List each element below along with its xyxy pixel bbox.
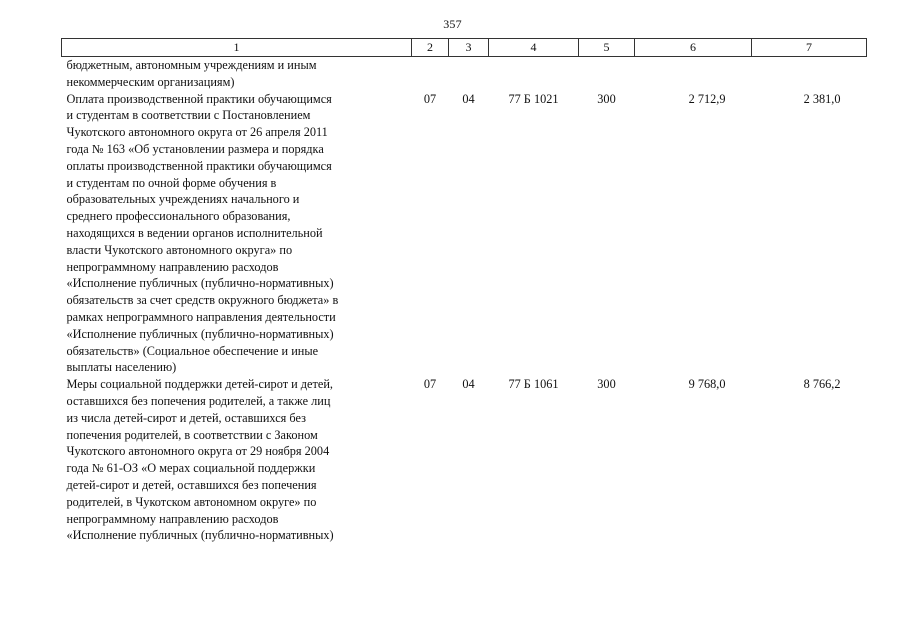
description-line: родителей, в Чукотском автономном округе» по — [66, 494, 317, 509]
cell-csr: 77 Б 1061 — [508, 377, 559, 392]
cell-amount-2: 8 766,2 — [803, 377, 841, 392]
page-number: 357 — [443, 17, 462, 31]
description-line: власти Чукотского автономного округа» по — [66, 242, 293, 257]
carryover-line: бюджетным, автономным учреждениям и иным — [66, 58, 317, 72]
description-line: года № 61-ОЗ «О мерах социальной поддержки — [66, 461, 316, 476]
cell-amount-2: 2 381,0 — [803, 91, 841, 106]
description-line: «Исполнение публичных (публично-нормативных) — [66, 528, 334, 543]
header-col-3: 3 — [449, 39, 489, 57]
description-line: Чукотского автономного округа от 26 апреля 2011 — [66, 125, 328, 140]
description-line: года № 163 «Об установлении размера и порядка — [66, 141, 324, 156]
header-col-7: 7 — [752, 39, 867, 57]
description-line: Чукотского автономного округа от 29 ноября 2004 — [66, 444, 330, 459]
carryover-description — [62, 57, 412, 91]
cell-amount-1: 9 768,0 — [688, 377, 726, 392]
description-line: среднего профессионального образования, — [66, 209, 291, 224]
cell-csr: 77 Б 1021 — [508, 91, 559, 106]
header-col-4: 4 — [489, 39, 579, 57]
description-line: «Исполнение публичных (публично-нормативных) — [66, 276, 334, 291]
description-line: выплаты населению) — [66, 360, 177, 375]
description-line: образовательных учреждениях начального и — [66, 192, 300, 207]
cell-rz: 07 — [423, 91, 437, 106]
carryover-row — [62, 57, 867, 91]
cell-vr: 300 — [597, 91, 616, 106]
description-line: рамках непрограммного направления деятельности — [66, 309, 336, 324]
description-line: непрограммному направлению расходов — [66, 259, 279, 274]
header-row — [62, 39, 867, 57]
row-description — [62, 376, 412, 544]
description-line: Меры социальной поддержки детей-сирот и детей, — [66, 377, 333, 392]
header-col-5: 5 — [579, 39, 635, 57]
description-line: попечения родителей, в соответствии с Законом — [66, 427, 318, 442]
cell-pr: 04 — [462, 377, 475, 392]
description-line: обязательств» (Социальное обеспечение и иные — [66, 343, 319, 358]
description-line: и студентам в соответствии с Постановлением — [66, 108, 311, 123]
header-col-2: 2 — [412, 39, 449, 57]
header-col-1: 1 — [62, 39, 412, 57]
description-line: находящихся в ведении органов исполнительной — [66, 225, 323, 240]
description-line: Оплата производственной практики обучающимся — [66, 91, 332, 106]
table-row — [62, 376, 867, 544]
description-line: обязательств за счет средств окружного бюджета» в — [66, 293, 339, 308]
description-line: из числа детей-сирот и детей, оставшихся без — [66, 410, 306, 425]
description-line: «Исполнение публичных (публично-нормативных) — [66, 326, 334, 341]
description-line: оплаты производственной практики обучающимся — [66, 158, 332, 173]
row-description — [62, 91, 412, 377]
budget-table — [61, 38, 867, 544]
cell-rz: 07 — [423, 377, 437, 392]
cell-amount-1: 2 712,9 — [688, 91, 726, 106]
cell-pr: 04 — [462, 91, 475, 106]
description-line: непрограммному направлению расходов — [66, 511, 279, 526]
description-line: оставшихся без попечения родителей, а также лиц — [66, 393, 331, 408]
description-line: и студентам по очной форме обучения в — [66, 175, 277, 190]
carryover-line: некоммерческим организациям) — [66, 74, 235, 89]
cell-vr: 300 — [597, 377, 616, 392]
description-line: детей-сирот и детей, оставшихся без попечения — [66, 477, 317, 492]
table-row — [62, 91, 867, 377]
header-col-6: 6 — [635, 39, 752, 57]
table-header — [62, 39, 867, 57]
